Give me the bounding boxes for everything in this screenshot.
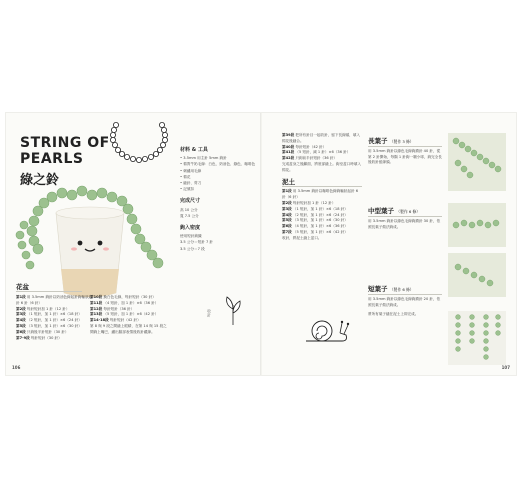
- materials-heading: 材料 & 工具: [180, 147, 208, 153]
- pearl-necklace-illustration: [98, 119, 178, 179]
- gauge-line: 3.5 公分＝7 段: [180, 246, 205, 251]
- instruction-row: 第4段 （2 短針，加 1 針）×6（24 針）: [16, 318, 82, 323]
- instruction-row: 第2段 每針短針加 1 針（12 針）: [16, 306, 70, 311]
- instruction-note: 收針，將泥土縫上盆口。: [282, 235, 322, 240]
- title-line-1: STRING OF: [20, 135, 110, 151]
- instruction-row: 第 8 與 9 段之間縫上眼睛，在第 14 與 15 段之間鉤上嘴巴，繡出臉部表情後收針藏線。: [90, 323, 167, 334]
- instruction-row: 第10段 換白色毛線，每針短針（30 針）: [90, 295, 156, 299]
- gauge-line: 3.5 公分＝短針 7 針: [180, 240, 213, 245]
- instruction-row: 第6段 只鉤後半針短針（30 針）: [16, 329, 69, 334]
- instruction-note: 完成盆身之後翻面，將底部縫上。鉤至盆口時填入棉花。: [282, 161, 362, 172]
- soil-heading: 泥土: [282, 180, 362, 188]
- instruction-row: 第14-18段 每針短針（42 針）: [90, 318, 141, 323]
- mid-leaf-heading: 中型葉子 （製作 6 條）: [368, 209, 442, 217]
- title-line-2: PEARLS: [20, 151, 84, 167]
- size-heading: 完成尺寸: [180, 198, 201, 205]
- pot-instructions-col-2: [90, 295, 170, 336]
- materials-item: • 縫針、剪刀: [180, 181, 202, 186]
- right-page: [262, 113, 516, 375]
- instruction-row: 第4段 （2 短針，加 1 針）×6（24 針）: [282, 212, 348, 217]
- leaf-photo: [448, 311, 506, 365]
- instruction-row: 第39段 把所有針目一起收針，留下長線頭，填入棉花後縫合。: [282, 133, 361, 143]
- pot-instructions-col-1: [16, 295, 94, 341]
- long-leaf-section: [368, 133, 442, 166]
- instruction-row: 第5段 （3 短針，加 1 針）×6（30 針）: [282, 218, 348, 223]
- size-line: 寬 7.5 公分: [180, 213, 199, 218]
- left-page: [6, 113, 260, 375]
- heading-rule: [16, 291, 82, 292]
- materials-panel: [180, 141, 260, 252]
- title-english: [20, 135, 110, 167]
- instruction-row: 第7段 （5 短針，加 1 針）×6（42 針）: [282, 229, 348, 234]
- crochet-plant-photo: [12, 185, 170, 305]
- materials-item: • 刺繡用毛線: [180, 168, 202, 173]
- cut-note: 收針: [207, 309, 212, 317]
- short-leaf-text: 用 3.5mm 鉤針以綠色毛線鉤鎖針 20 針，依照長葉子做法鉤成。: [368, 296, 441, 307]
- short-leaf-heading: 短葉子 （製作 6 條）: [368, 287, 442, 295]
- leaf-photo: [448, 203, 506, 247]
- size-line: 高 10 公分: [180, 207, 198, 212]
- snail-doodle-icon: [302, 313, 350, 345]
- instruction-row: 第5段 （3 短針，加 1 針）×6（30 針）: [16, 323, 82, 328]
- materials-item: • 棉花: [180, 174, 191, 179]
- long-leaf-heading: 長葉子 （製作 3 條）: [368, 139, 442, 147]
- pot-heading: 花盆: [16, 283, 29, 291]
- leaf-photo: [448, 133, 506, 191]
- long-leaf-text: 用 3.5mm 鉤針以綠色毛線鉤鎖針 40 針，從第 2 針開始，每隔 1 針鉤一顆小球，鉤完全長後收針留線頭。: [368, 148, 442, 165]
- book-spread: [5, 112, 517, 376]
- instruction-row: 第13段 （5 短針，加 1 針）×6（42 針）: [90, 312, 159, 317]
- title-chinese: 綠之鈴: [20, 173, 60, 188]
- instruction-row: 第6段 （4 短針，加 1 針）×6（36 針）: [282, 224, 348, 229]
- materials-item: • 記號扣: [180, 187, 195, 192]
- instruction-row: 第3段 （1 短針，加 1 針）×6（18 針）: [282, 206, 348, 211]
- instruction-row: 第11段 （4 短針，加 1 針）×6（36 針）: [90, 300, 159, 305]
- instruction-row: 第1段 用 3.5mm 鉤針以咖啡色線鉤輪狀起針 6 針（6 針）: [282, 189, 359, 200]
- sprout-doodle-icon: [218, 291, 248, 327]
- gauge-line: 使用短針鉤織: [180, 234, 202, 239]
- materials-item: • 3.5mm 用主針 5mm 鉤針: [180, 156, 227, 161]
- leaf-photo: [448, 253, 506, 297]
- materials-item: • 棉質牛奶毛線：白色、奶油色、綠色、咖啡色: [180, 162, 256, 167]
- instruction-row: 第42段 只鉤前半針短針（36 針）: [282, 156, 338, 161]
- short-leaf-section: [368, 281, 442, 318]
- mid-leaf-text: 用 3.5mm 鉤針以綠色毛線鉤鎖針 30 針，依照長葉子做法鉤成。: [368, 218, 441, 229]
- instruction-row: 第2段 每針短針加 1 針（12 針）: [282, 200, 336, 205]
- page-number: 106: [12, 365, 21, 370]
- instruction-row: 第3段 （1 短針，加 1 針）×6（18 針）: [16, 312, 82, 317]
- body-instructions-col: [282, 133, 362, 242]
- page-number: 107: [501, 365, 510, 370]
- instruction-row: 第40段 每針短針（42 針）: [282, 144, 327, 149]
- instruction-row: 第7-9段 每針短針（30 針）: [16, 335, 62, 340]
- final-note: 將所有葉子縫在泥土上即完成。: [368, 312, 419, 317]
- instruction-row: 第41段 （5 短針，減 1 針）×6（36 針）: [282, 150, 351, 155]
- gauge-heading: 鉤入密度: [180, 225, 201, 232]
- instruction-row: 第1段 用 3.5mm 鉤針以奶油色線起針鉤輪狀起針 6 針（6 針）: [16, 295, 93, 305]
- instruction-row: 第12段 每針短針（36 針）: [90, 306, 135, 311]
- mid-leaf-section: [368, 203, 442, 230]
